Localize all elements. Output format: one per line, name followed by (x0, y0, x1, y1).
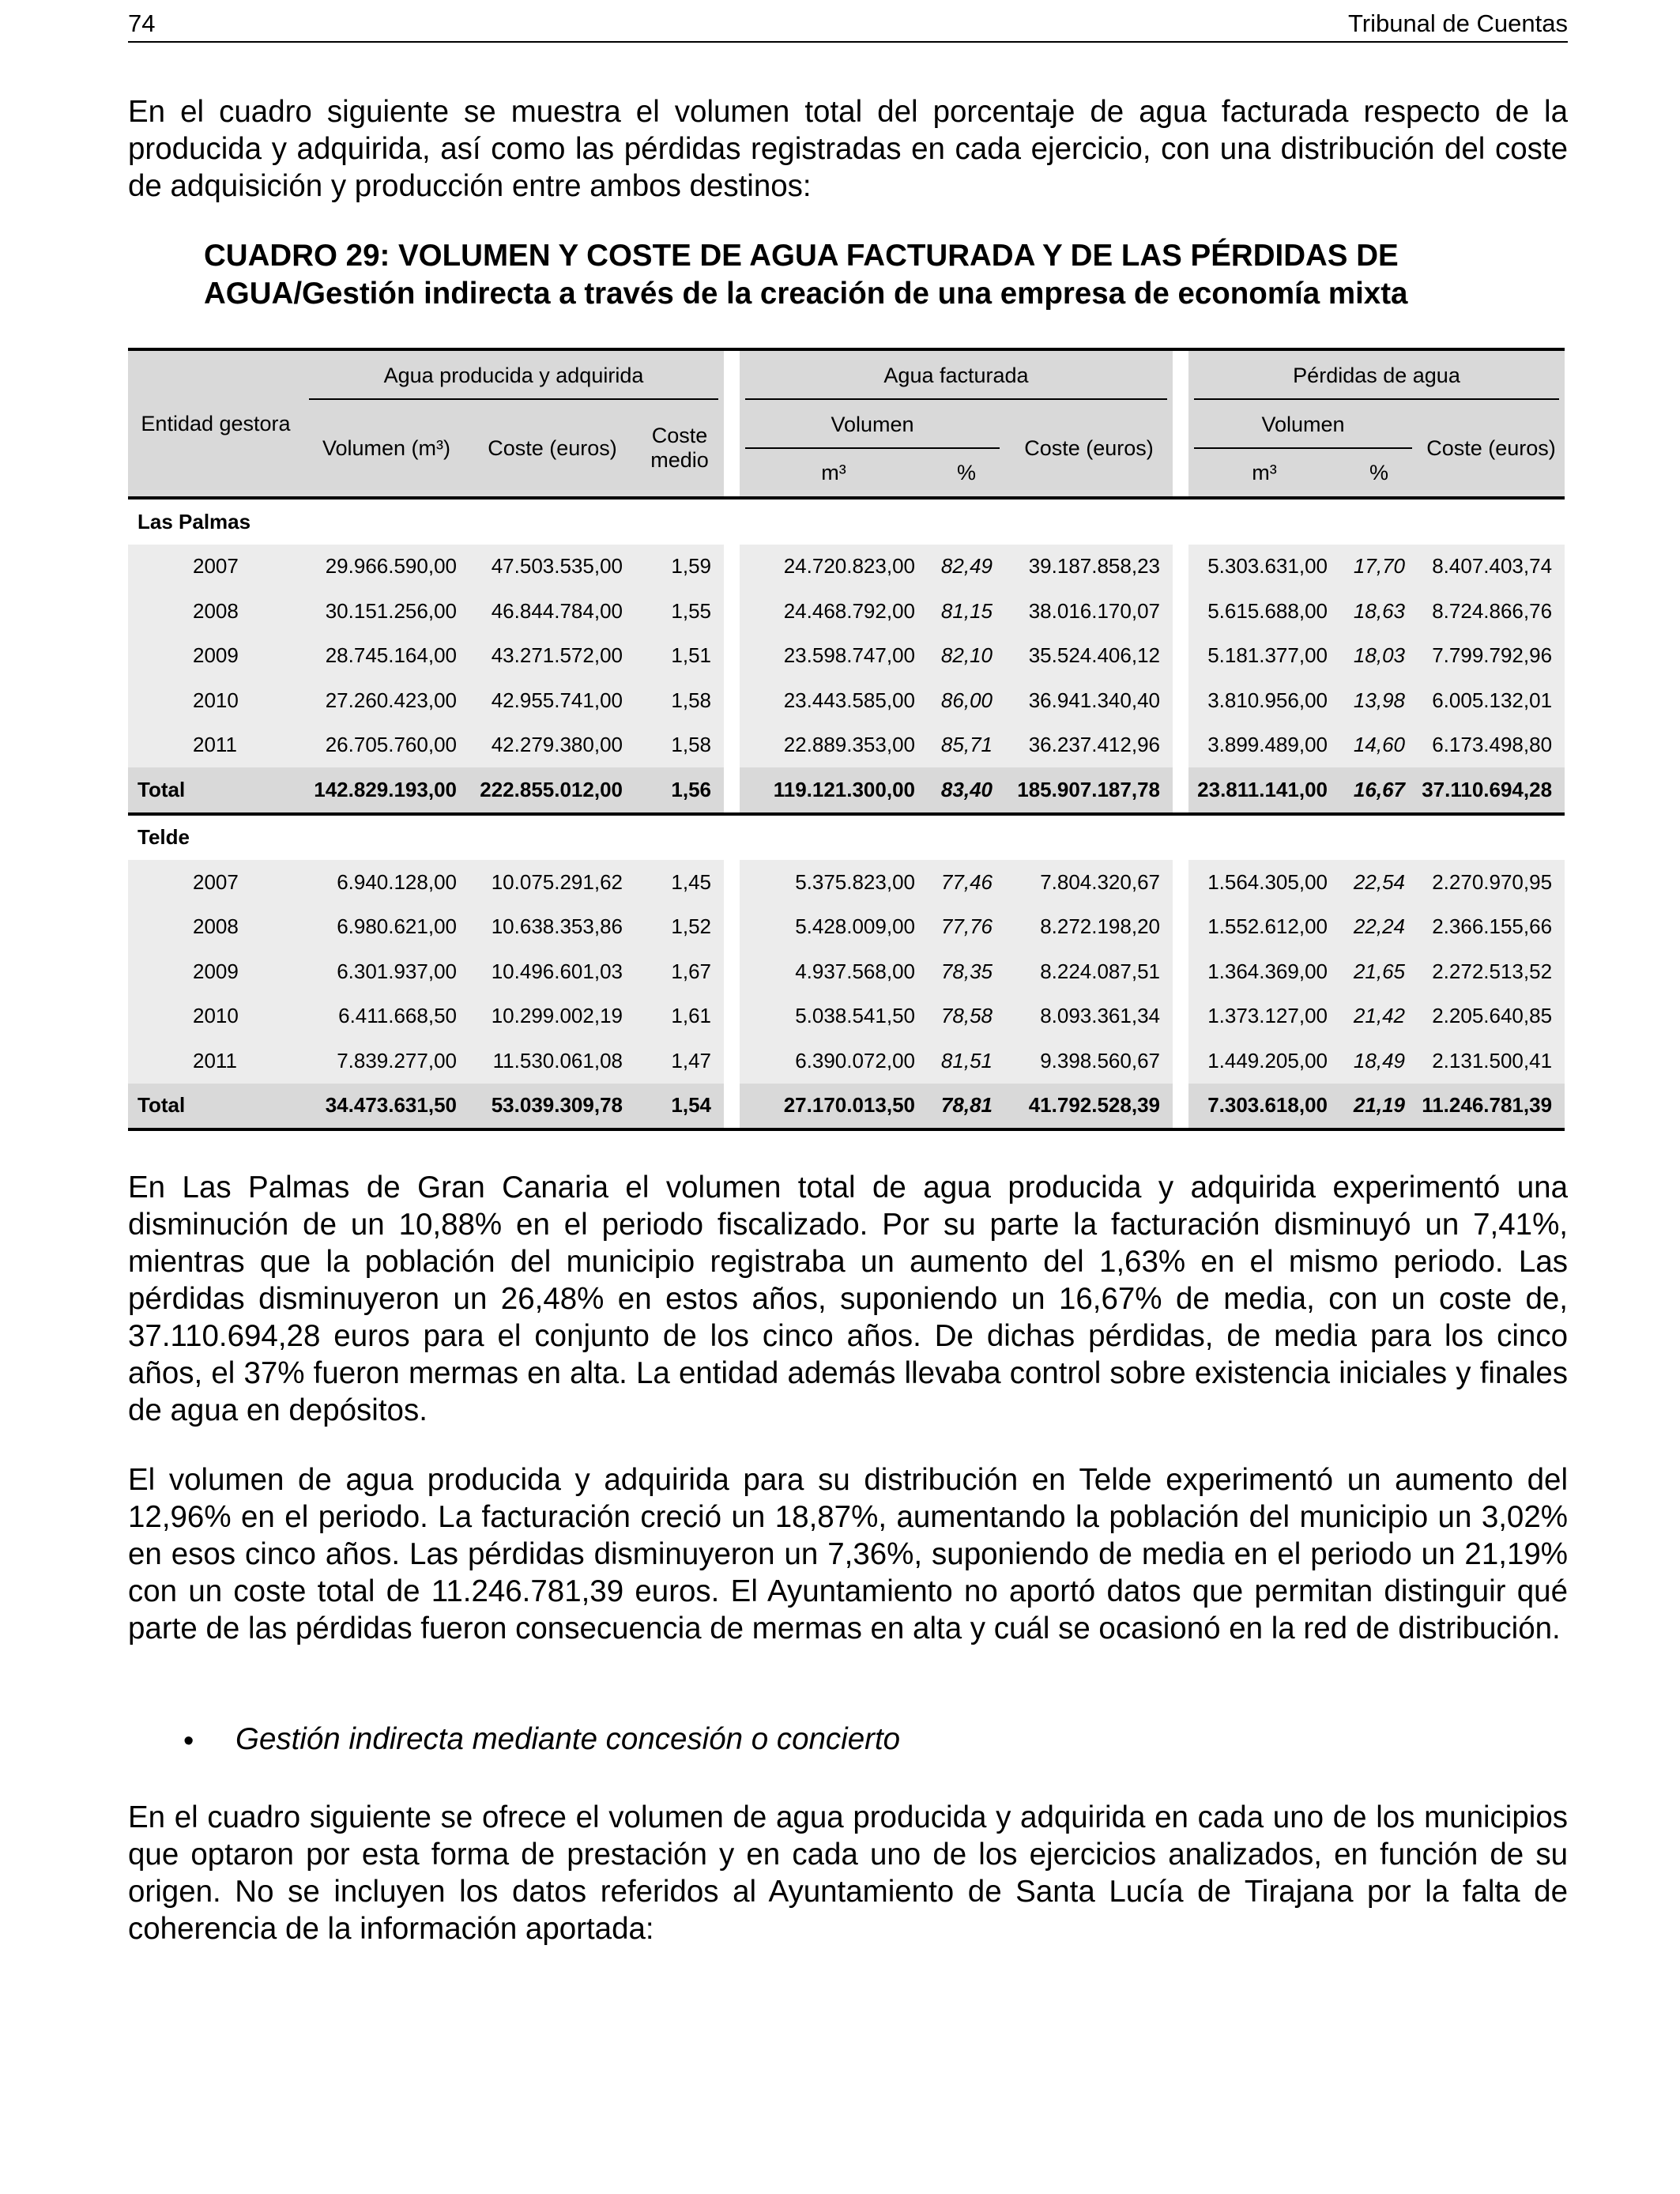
value-cell: 2.272.513,52 (1418, 949, 1565, 994)
value-cell: 6.940.128,00 (303, 860, 469, 905)
value-cell: 18,49 (1340, 1039, 1418, 1084)
value-cell: 36.941.340,40 (1005, 678, 1173, 723)
total-value: 1,54 (635, 1084, 724, 1130)
column-gap (724, 860, 740, 905)
total-value: 185.907.187,78 (1005, 767, 1173, 814)
value-cell: 1,47 (635, 1039, 724, 1084)
value-cell: 4.937.568,00 (740, 949, 928, 994)
value-cell: 77,46 (928, 860, 1005, 905)
value-cell: 18,03 (1340, 634, 1418, 679)
value-cell: 85,71 (928, 723, 1005, 768)
table-body (128, 498, 1565, 1129)
column-gap (1173, 949, 1188, 994)
column-gap (1173, 1084, 1188, 1130)
total-label: Total (128, 767, 303, 814)
header-avg-cost: Coste medio (635, 400, 724, 498)
value-cell: 8.224.087,51 (1005, 949, 1173, 994)
group-label: Las Palmas (137, 509, 251, 533)
header-billed-cost: Coste (euros) (1005, 400, 1173, 498)
total-row (128, 1084, 1565, 1130)
table-row (128, 723, 1565, 768)
value-cell: 46.844.784,00 (469, 589, 635, 634)
bullet-icon: • (183, 1725, 194, 1758)
header-billed-volume: Volumen (740, 400, 1005, 449)
value-cell: 2.270.970,95 (1418, 860, 1565, 905)
value-cell: 78,58 (928, 994, 1005, 1039)
value-cell: 82,49 (928, 545, 1005, 590)
table-row (128, 994, 1565, 1039)
year-cell: 2009 (128, 634, 303, 679)
value-cell: 3.899.489,00 (1188, 723, 1340, 768)
value-cell: 6.173.498,80 (1418, 723, 1565, 768)
total-value: 41.792.528,39 (1005, 1084, 1173, 1130)
group-row (128, 498, 1565, 545)
closing-paragraph: En el cuadro siguiente se ofrece el volumen de agua producida y adquirida en cada uno de los municipios que optaron por esta forma de prestación y en cada uno de los ejercicios analizados, en función de su origen. No se incluyen los datos referidos al Ayuntamiento de Santa Lucía de Tirajana por la falta de coherencia de la información aportada: (128, 1800, 1568, 1946)
year-cell: 2011 (128, 1039, 303, 1084)
value-cell: 8.093.361,34 (1005, 994, 1173, 1039)
page-header (128, 8, 1568, 43)
value-cell: 21,42 (1340, 994, 1418, 1039)
value-cell: 1.449.205,00 (1188, 1039, 1340, 1084)
column-gap (1173, 634, 1188, 679)
value-cell: 11.530.061,08 (469, 1039, 635, 1084)
value-cell: 3.810.956,00 (1188, 678, 1340, 723)
header-losses-pct: % (1340, 449, 1418, 498)
total-value: 11.246.781,39 (1418, 1084, 1565, 1130)
value-cell: 5.303.631,00 (1188, 545, 1340, 590)
value-cell: 22,54 (1340, 860, 1418, 905)
total-value: 78,81 (928, 1084, 1005, 1130)
value-cell: 77,76 (928, 905, 1005, 950)
table-row (128, 860, 1565, 905)
value-cell: 1,58 (635, 678, 724, 723)
year-cell: 2008 (128, 905, 303, 950)
value-cell: 14,60 (1340, 723, 1418, 768)
data-table (128, 348, 1565, 1131)
column-gap (1173, 589, 1188, 634)
value-cell: 82,10 (928, 634, 1005, 679)
total-value: 222.855.012,00 (469, 767, 635, 814)
value-cell: 1.364.369,00 (1188, 949, 1340, 994)
year-cell: 2007 (128, 545, 303, 590)
value-cell: 30.151.256,00 (303, 589, 469, 634)
total-value: 21,19 (1340, 1084, 1418, 1130)
column-gap (724, 589, 740, 634)
value-cell: 1.552.612,00 (1188, 905, 1340, 950)
paragraph-telde: El volumen de agua producida y adquirida para su distribución en Telde experimentó un aumento del 12,96% en el periodo. La facturación creció un 18,87%, aumentando la población del municipio un 3,02% en esos cinco años. Las pérdidas disminuyeron un 7,36%, suponiendo de media en el periodo un 21,19% con un coste total de 11.246.781,39 euros. El Ayuntamiento no aportó datos que permitan distinguir qué parte de las pérdidas fueron consecuencia de mermas en alta y cuál se ocasionó en la red de distribución. (128, 1463, 1568, 1646)
column-gap (724, 634, 740, 679)
column-gap (724, 349, 740, 498)
value-cell: 8.407.403,74 (1418, 545, 1565, 590)
paragraph-las-palmas: En Las Palmas de Gran Canaria el volumen total de agua producida y adquirida experimentó una disminución de un 10,88% en el periodo fiscalizado. Por su parte la facturación disminuyó un 7,41%, mientras que la población del municipio registraba un aumento del 1,63% en el mismo periodo. Las pérdidas disminuyeron un 26,48% en estos años, suponiendo un 16,67% de media, con un coste de, 37.110.694,28 euros para el conjunto de los cinco años. De dichas pérdidas, de media para los cinco años, el 37% fueron mermas en alta. La entidad además llevaba control sobre existencia iniciales y finales de agua en depósitos. (128, 1171, 1568, 1427)
table-row (128, 1039, 1565, 1084)
value-cell: 1,55 (635, 589, 724, 634)
value-cell: 1.373.127,00 (1188, 994, 1340, 1039)
value-cell: 6.301.937,00 (303, 949, 469, 994)
total-value: 16,67 (1340, 767, 1418, 814)
header-volume-m3: Volumen (m³) (303, 400, 469, 498)
value-cell: 6.390.072,00 (740, 1039, 928, 1084)
column-gap (724, 767, 740, 814)
year-cell: 2010 (128, 994, 303, 1039)
value-cell: 2.205.640,85 (1418, 994, 1565, 1039)
table-row (128, 545, 1565, 590)
value-cell: 18,63 (1340, 589, 1418, 634)
value-cell: 39.187.858,23 (1005, 545, 1173, 590)
total-value: 7.303.618,00 (1188, 1084, 1340, 1130)
value-cell: 27.260.423,00 (303, 678, 469, 723)
column-gap (1173, 1039, 1188, 1084)
header-losses-volume: Volumen (1188, 400, 1418, 449)
header-cost-euros: Coste (euros) (469, 400, 635, 498)
total-value: 142.829.193,00 (303, 767, 469, 814)
value-cell: 1,67 (635, 949, 724, 994)
value-cell: 42.955.741,00 (469, 678, 635, 723)
column-gap (1173, 349, 1188, 498)
total-value: 53.039.309,78 (469, 1084, 635, 1130)
column-gap (724, 723, 740, 768)
total-value: 27.170.013,50 (740, 1084, 928, 1130)
table-row (128, 678, 1565, 723)
total-value: 1,56 (635, 767, 724, 814)
column-gap (724, 1039, 740, 1084)
value-cell: 23.443.585,00 (740, 678, 928, 723)
value-cell: 7.839.277,00 (303, 1039, 469, 1084)
table-row (128, 634, 1565, 679)
value-cell: 22,24 (1340, 905, 1418, 950)
value-cell: 8.272.198,20 (1005, 905, 1173, 950)
value-cell: 29.966.590,00 (303, 545, 469, 590)
value-cell: 7.804.320,67 (1005, 860, 1173, 905)
group-row (128, 814, 1565, 861)
column-gap (724, 994, 740, 1039)
value-cell: 2.366.155,66 (1418, 905, 1565, 950)
value-cell: 6.980.621,00 (303, 905, 469, 950)
column-gap (724, 905, 740, 950)
table-title-line-1: CUADRO 29: VOLUMEN Y COSTE DE AGUA FACTURADA Y DE LAS PÉRDIDAS DE (204, 239, 1399, 273)
value-cell: 81,51 (928, 1039, 1005, 1084)
value-cell: 26.705.760,00 (303, 723, 469, 768)
year-cell: 2007 (128, 860, 303, 905)
header-billed-pct: % (928, 449, 1005, 498)
value-cell: 5.181.377,00 (1188, 634, 1340, 679)
value-cell: 5.428.009,00 (740, 905, 928, 950)
column-gap (724, 949, 740, 994)
column-gap (1173, 767, 1188, 814)
value-cell: 5.615.688,00 (1188, 589, 1340, 634)
year-cell: 2009 (128, 949, 303, 994)
value-cell: 86,00 (928, 678, 1005, 723)
value-cell: 2.131.500,41 (1418, 1039, 1565, 1084)
value-cell: 43.271.572,00 (469, 634, 635, 679)
value-cell: 6.005.132,01 (1418, 678, 1565, 723)
value-cell: 5.038.541,50 (740, 994, 928, 1039)
header-group-losses: Pérdidas de agua (1188, 349, 1565, 400)
value-cell: 10.299.002,19 (469, 994, 635, 1039)
value-cell: 8.724.866,76 (1418, 589, 1565, 634)
value-cell: 10.075.291,62 (469, 860, 635, 905)
value-cell: 1.564.305,00 (1188, 860, 1340, 905)
value-cell: 7.799.792,96 (1418, 634, 1565, 679)
value-cell: 21,65 (1340, 949, 1418, 994)
page-number: 74 (128, 9, 156, 37)
value-cell: 24.468.792,00 (740, 589, 928, 634)
table-row (128, 949, 1565, 994)
water-volume-table (128, 348, 1565, 1131)
value-cell: 42.279.380,00 (469, 723, 635, 768)
value-cell: 6.411.668,50 (303, 994, 469, 1039)
header-group-billed: Agua facturada (740, 349, 1173, 400)
value-cell: 47.503.535,00 (469, 545, 635, 590)
header-group-produced: Agua producida y adquirida (303, 349, 724, 400)
header-billed-m3: m³ (740, 449, 928, 498)
header-losses-m3: m³ (1188, 449, 1340, 498)
value-cell: 17,70 (1340, 545, 1418, 590)
value-cell: 13,98 (1340, 678, 1418, 723)
value-cell: 1,61 (635, 994, 724, 1039)
table-title-line-2: AGUA/Gestión indirecta a través de la creación de una empresa de economía mixta (204, 277, 1408, 311)
year-cell: 2008 (128, 589, 303, 634)
value-cell: 5.375.823,00 (740, 860, 928, 905)
total-row (128, 767, 1565, 814)
year-cell: 2010 (128, 678, 303, 723)
value-cell: 35.524.406,12 (1005, 634, 1173, 679)
group-label: Telde (137, 825, 190, 850)
column-gap (724, 545, 740, 590)
table-row (128, 589, 1565, 634)
total-label: Total (128, 1084, 303, 1130)
running-title: Tribunal de Cuentas (1347, 9, 1568, 37)
year-cell: 2011 (128, 723, 303, 768)
total-value: 34.473.631,50 (303, 1084, 469, 1130)
value-cell: 1,45 (635, 860, 724, 905)
header-entity: Entidad gestora (128, 349, 303, 498)
column-gap (724, 678, 740, 723)
total-value: 37.110.694,28 (1418, 767, 1565, 814)
bullet-item: Gestión indirecta mediante concesión o concierto (235, 1722, 901, 1756)
column-gap (1173, 723, 1188, 768)
value-cell: 1,51 (635, 634, 724, 679)
value-cell: 36.237.412,96 (1005, 723, 1173, 768)
table-title (204, 237, 1516, 313)
total-value: 23.811.141,00 (1188, 767, 1340, 814)
column-gap (1173, 860, 1188, 905)
value-cell: 22.889.353,00 (740, 723, 928, 768)
value-cell: 38.016.170,07 (1005, 589, 1173, 634)
column-gap (1173, 545, 1188, 590)
value-cell: 10.496.601,03 (469, 949, 635, 994)
value-cell: 23.598.747,00 (740, 634, 928, 679)
column-gap (1173, 678, 1188, 723)
column-gap (1173, 994, 1188, 1039)
value-cell: 1,58 (635, 723, 724, 768)
value-cell: 10.638.353,86 (469, 905, 635, 950)
value-cell: 1,59 (635, 545, 724, 590)
column-gap (1173, 905, 1188, 950)
value-cell: 78,35 (928, 949, 1005, 994)
value-cell: 1,52 (635, 905, 724, 950)
value-cell: 24.720.823,00 (740, 545, 928, 590)
intro-paragraph: En el cuadro siguiente se muestra el volumen total del porcentaje de agua facturada respecto de la producida y adquirida, así como las pérdidas registradas en cada ejercicio, con una distribución del coste de adquisición y producción entre ambos destinos: (128, 95, 1568, 203)
column-gap (724, 1084, 740, 1130)
header-losses-cost: Coste (euros) (1418, 400, 1565, 498)
value-cell: 28.745.164,00 (303, 634, 469, 679)
total-value: 83,40 (928, 767, 1005, 814)
total-value: 119.121.300,00 (740, 767, 928, 814)
value-cell: 81,15 (928, 589, 1005, 634)
table-row (128, 905, 1565, 950)
value-cell: 9.398.560,67 (1005, 1039, 1173, 1084)
